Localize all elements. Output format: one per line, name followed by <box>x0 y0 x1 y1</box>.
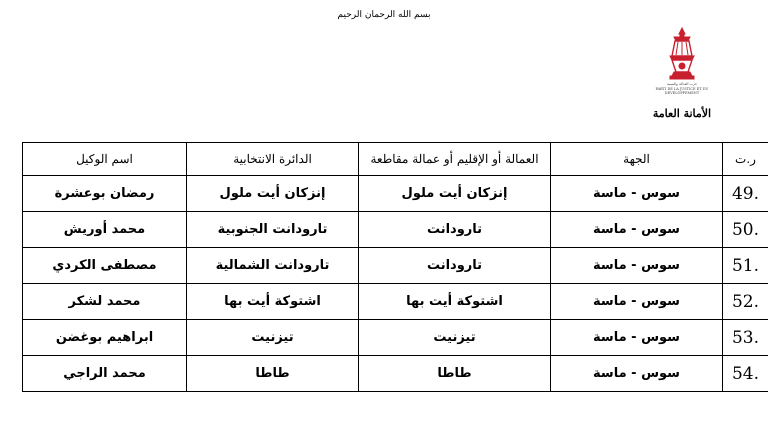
row-district: تيزنيت <box>187 320 359 356</box>
row-prefecture: طاطا <box>359 356 551 392</box>
header-num: ر.ت <box>723 143 768 176</box>
header-district: الدائرة الانتخابية <box>187 143 359 176</box>
table-row <box>23 320 768 356</box>
row-district: طاطا <box>187 356 359 392</box>
table-row <box>23 248 768 284</box>
row-agent: رمضان بوعشرة <box>23 176 187 212</box>
row-region: سوس - ماسة <box>551 356 723 392</box>
row-region: سوس - ماسة <box>551 284 723 320</box>
office-title: الأمانة العامة <box>652 107 712 120</box>
logo-caption-latin: PARTI DE LA JUSTICE ET DU DEVELOPPEMENT <box>655 86 709 95</box>
row-prefecture: اشتوكة أيت بها <box>359 284 551 320</box>
row-region: سوس - ماسة <box>551 212 723 248</box>
row-district: تارودانت الجنوبية <box>187 212 359 248</box>
table-header-row <box>23 143 768 176</box>
row-agent: محمد الراجي <box>23 356 187 392</box>
row-prefecture: تارودانت <box>359 212 551 248</box>
row-district: تارودانت الشمالية <box>187 248 359 284</box>
row-agent: محمد أوريش <box>23 212 187 248</box>
lantern-icon <box>662 26 702 82</box>
row-prefecture: إنزكان أيت ملول <box>359 176 551 212</box>
candidates-table <box>22 142 768 392</box>
table-row <box>23 284 768 320</box>
party-logo <box>650 26 714 96</box>
row-num: .49 <box>723 176 768 212</box>
row-region: سوس - ماسة <box>551 248 723 284</box>
header-prefecture: العمالة أو الإقليم أو عمالة مقاطعة <box>359 143 551 176</box>
row-district: اشتوكة أيت بها <box>187 284 359 320</box>
row-num: .51 <box>723 248 768 284</box>
row-agent: محمد لشكر <box>23 284 187 320</box>
header-agent: اسم الوكيل <box>23 143 187 176</box>
row-agent: مصطفى الكردي <box>23 248 187 284</box>
row-prefecture: تارودانت <box>359 248 551 284</box>
row-num: .53 <box>723 320 768 356</box>
header-region: الجهة <box>551 143 723 176</box>
row-num: .50 <box>723 212 768 248</box>
row-district: إنزكان أيت ملول <box>187 176 359 212</box>
row-region: سوس - ماسة <box>551 320 723 356</box>
row-num: .54 <box>723 356 768 392</box>
row-agent: ابراهيم بوغضن <box>23 320 187 356</box>
table-row <box>23 356 768 392</box>
table-row <box>23 176 768 212</box>
row-region: سوس - ماسة <box>551 176 723 212</box>
logo-caption-arabic: حزب العدالة والتنمية <box>667 82 697 86</box>
row-prefecture: تيزنيت <box>359 320 551 356</box>
table-row <box>23 212 768 248</box>
basmala: بسم الله الرحمان الرحيم <box>337 10 431 20</box>
row-num: .52 <box>723 284 768 320</box>
